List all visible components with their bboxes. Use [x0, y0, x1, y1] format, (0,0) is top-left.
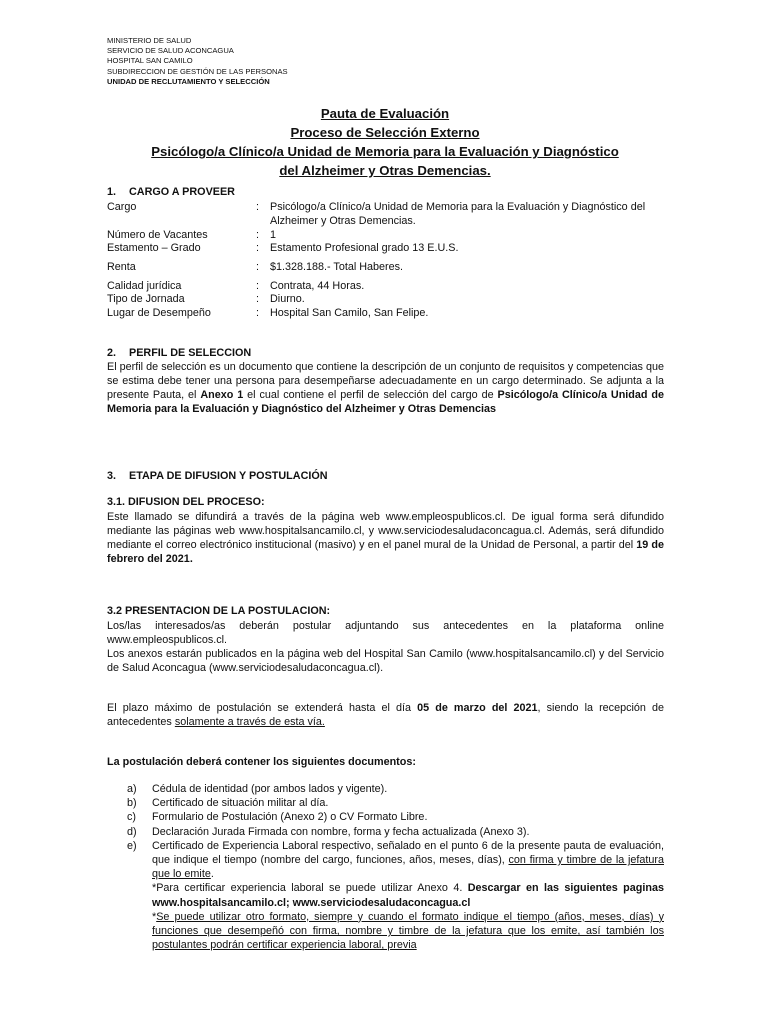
header-line: MINISTERIO DE SALUD [107, 36, 192, 45]
section-heading: 2. PERFIL DE SELECCION [107, 347, 252, 359]
difusion-paragraph: Este llamado se difundirá a través de la página web www.empleospublicos.cl. De igual forma será difundido mediante las páginas web www.hospitalsancamilo.cl, y www.serviciodesaludaconcagua.cl. Además, será difundido mediante el correo electrónico institucional (masivo) y en el panel mural de la Unidad de Personal, a partir del 19 de febrero del 2021. [107, 511, 664, 566]
perfil-paragraph: El perfil de selección es un documento que contiene la descripción de un conjunto de requisitos y competencias que se estima debe tener una persona para desempeñarse adecuadamente en un cargo determinado. Se adjunta a la presente Pauta, el Anexo 1 el cual contiene el perfil de selección del cargo de Psicólogo/a Clínico/a Unidad de Memoria para la Evaluación y Diagnóstico del Alzheimer y Otras Demencias [107, 361, 664, 416]
header-line: SERVICIO DE SALUD ACONCAGUA [107, 46, 234, 56]
document-title [100, 104, 670, 180]
section-heading: 1. CARGO A PROVEER [107, 186, 235, 198]
field-row-cargo: Cargo : Psicólogo/a Clínico/a Unidad de Memoria para la Evaluación y Diagnóstico del Alzheimer y Otras Demencias. [107, 201, 646, 227]
title-line: Pauta de Evaluación [320, 106, 450, 121]
subsection-heading: 3.2 PRESENTACION DE LA POSTULACION: [107, 605, 331, 617]
plazo-paragraph: El plazo máximo de postulación se extenderá hasta el día 05 de marzo del 2021, siendo la recepción de antecedentes solamente a través de esta vía. [107, 702, 664, 729]
list-item: c) Formulario de Postulación (Anexo 2) o CV Formato Libre. [127, 811, 428, 824]
title-line: Psicólogo/a Clínico/a Unidad de Memoria para la Evaluación y Diagnóstico [151, 144, 619, 159]
header-line: SUBDIRECCION DE GESTIÓN DE LAS PERSONAS [107, 66, 288, 76]
list-item: e) Certificado de Experiencia Laboral respectivo, señalado en el punto 6 de la presente pauta de evaluación, que indique el tiempo (nombre del cargo, funciones, años, meses, días), con firma y timbre de la jefatura que lo emite. *Para certificar experiencia laboral se puede utilizar Anexo 4. Descargar en las siguientes paginas www.hospitalsancamilo.cl; www.serviciodesaludaconcagua.cl *Se puede utilizar otro formato, siempre y cuando el formato indique el tiempo (años, meses, días) y funciones que desempeñó con firma, nombre y timbre de la jefatura que los emite, así también los postulantes podrán certificar experiencia laboral, previa [127, 839, 664, 952]
title-line: del Alzheimer y Otras Demencias. [279, 163, 491, 178]
list-item: d) Declaración Jurada Firmada con nombre, forma y fecha actualizada (Anexo 3). [127, 825, 530, 838]
list-item: b) Certificado de situación militar al día. [127, 797, 329, 810]
subsection-heading: 3.1. DIFUSION DEL PROCESO: [107, 496, 265, 508]
institution-header [107, 36, 288, 87]
postulacion-paragraph: Los/las interesados/as deberán postular adjuntando sus antecedentes en la plataforma online www.empleospublicos.cl. [107, 620, 664, 647]
header-line: HOSPITAL SAN CAMILO [107, 56, 193, 66]
document-page: MINISTERIO DE SALUD SERVICIO DE SALUD ACONCAGUA HOSPITAL SAN CAMILO SUBDIRECCION DE GESTIÓN DE LAS PERSONAS UNIDAD DE RECLUTAMIENTO Y SELECCIÓN Pauta de Evaluación Proceso de Selección Externo Psicólogo/a Clínico/a Unidad de Memoria para la Evaluación y Diagnóstico del Alzheimer y Otras Demencias. 1. CARGO A PROVEER Cargo : Psicólogo/a Clínico/a Unidad de Memoria para la Evaluación y Diagnóstico del Alzheimer y Otras Demencias. Número de Vacantes : 1 Estamento – Grado : Estamento Profesional grado 13 E.U.S. Renta : $1.328.188.- Total Haberes. Calidad jurídica : Contrata, 44 Horas. Tipo de Jornada : Diurno. Lugar de Desempeño : Hospital San Camilo, San Felipe. 2. PERFIL DE SELECCION El perfil de selección es un documento que contiene la descripción de un conjunto de requisitos y competencias que se estima debe tener una persona para desempeñarse adecuadamente en un cargo determinado. Se adjunta a la presente Pauta, el Anexo 1 el cual contiene el perfil de selección del cargo de Psicólogo/a Clínico/a Unidad de Memoria para la Evaluación y Diagnóstico del Alzheimer y Otras Demencias 3. ETAPA DE DIFUSION Y POSTULACIÓN 3.1. DIFUSION DEL PROCESO: Este llamado se difundirá a través de la página web www.empleospublicos.cl. De igual forma será difundido mediante las páginas web www.hospitalsancamilo.cl, y www.serviciodesaludaconcagua.cl. Además, será difundido mediante el correo electrónico institucional (masivo) y en el panel mural de la Unidad de Personal, a partir del 19 de febrero del 2021. 3.2 PRESENTACION DE LA POSTULACION: Los/las interesados/as deberán postular adjuntando sus antecedentes en la plataforma online www.empleospublicos.cl. Los anexos estarán publicados en la página web del Hospital San Camilo (www.hospitalsancamilo.cl) y del Servicio de Salud Aconcagua (www.serviciodesaludaconcagua.cl). El plazo máximo de postulación se extenderá hasta el día 05 de marzo del 2021, siendo la recepción de antecedentes solamente a través de esta vía. La postulación deberá contener los siguientes documentos: a) Cédula de identidad (por ambos lados y vigente). b) Certificado de situación militar al día. c) Formulario de Postulación (Anexo 2) o CV Formato Libre. d) Declaración Jurada Firmada con nombre, forma y fecha actualizada (Anexo 3). e) Certificado de Experiencia Laboral respectivo, señalado en el punto 6 de la presente pauta de evaluación, que indique el tiempo (nombre del cargo, funciones, años, meses, días), con firma y timbre de la jefatura que lo emite. *Para certificar experiencia laboral se puede utilizar Anexo 4. Descargar en las siguientes paginas www.hospitalsancamilo.cl; www.serviciodesaludaconcagua.cl *Se puede utilizar otro formato, siempre y cuando el formato indique el tiempo (años, meses, días) y funciones que desempeñó con firma, nombre y timbre de la jefatura que los emite, así también los postulantes podrán certificar experiencia laboral, previa [0, 0, 770, 1024]
documents-intro: La postulación deberá contener los siguientes documentos: [107, 756, 416, 768]
section-heading: 3. ETAPA DE DIFUSION Y POSTULACIÓN [107, 470, 328, 482]
title-line: Proceso de Selección Externo [290, 125, 480, 140]
header-line-bold: UNIDAD DE RECLUTAMIENTO Y SELECCIÓN [107, 76, 270, 86]
list-item: a) Cédula de identidad (por ambos lados y vigente). [127, 783, 388, 795]
anexos-paragraph: Los anexos estarán publicados en la página web del Hospital San Camilo (www.hospitalsancamilo.cl) y del Servicio de Salud Aconcagua (www.serviciodesaludaconcagua.cl). [107, 648, 664, 675]
documents-list [107, 782, 667, 952]
